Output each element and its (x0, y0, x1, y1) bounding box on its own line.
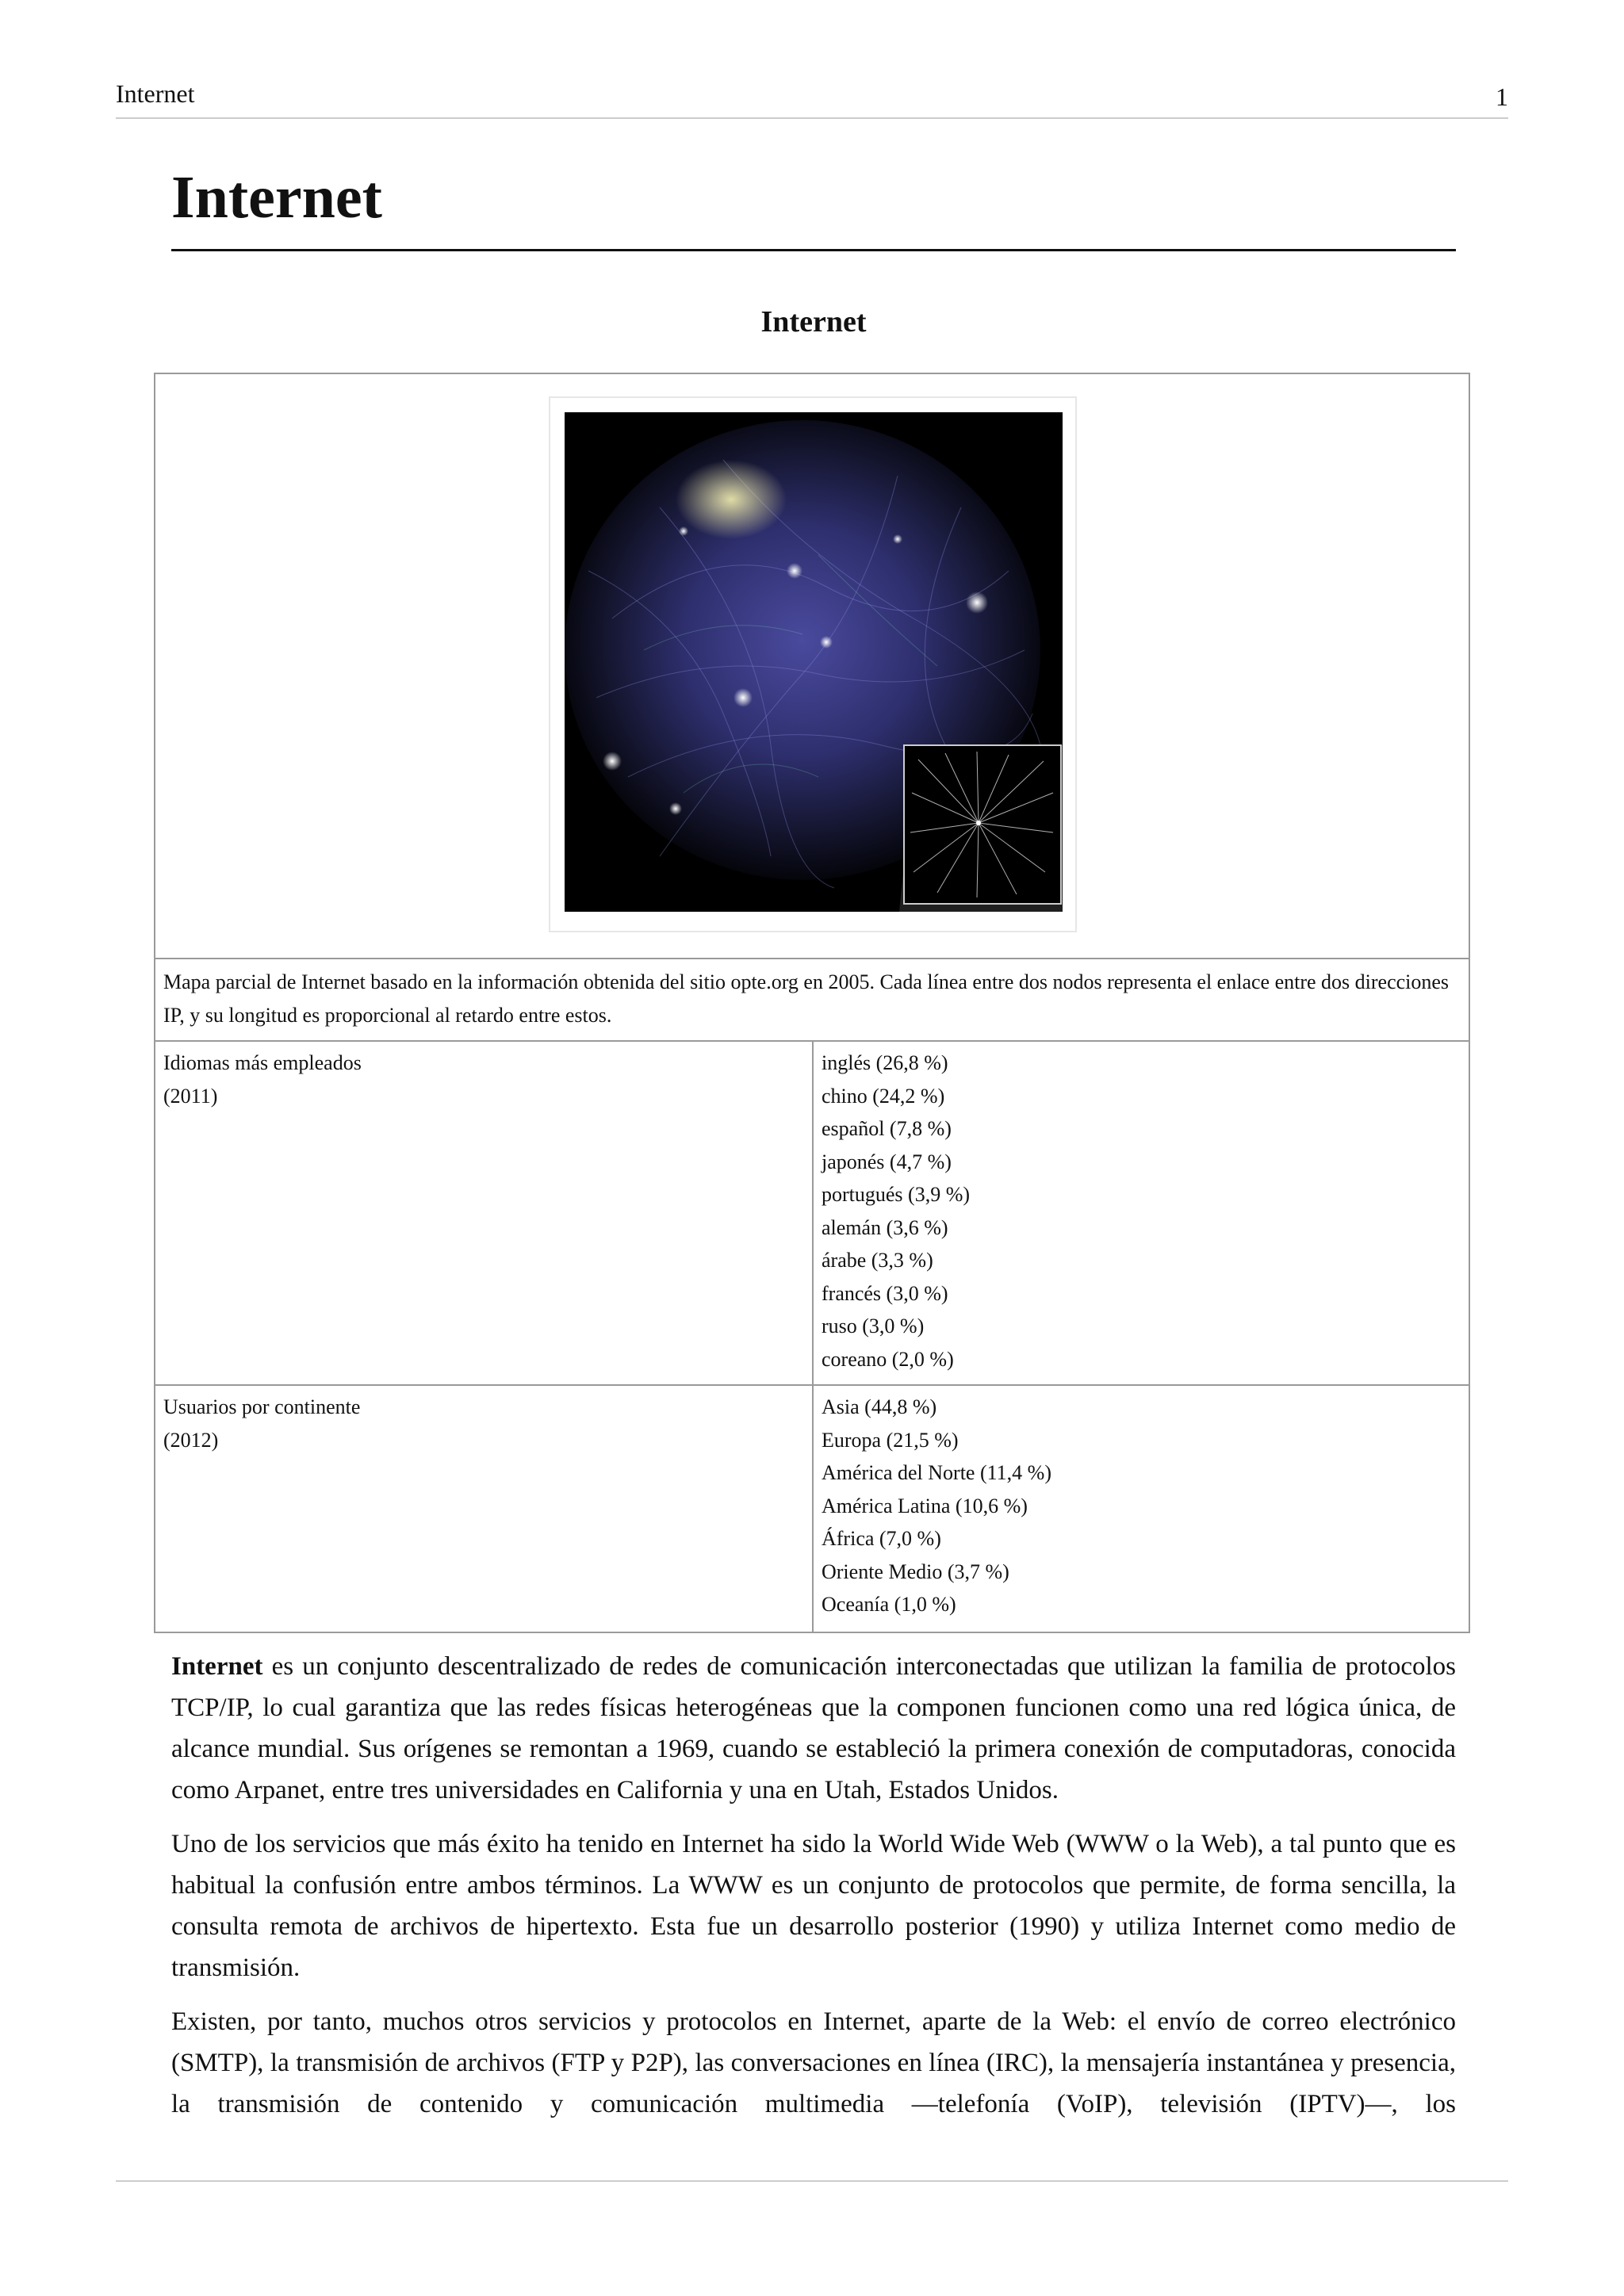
languages-label: Idiomas más empleados (163, 1051, 362, 1074)
continents-label: Usuarios por continente (163, 1395, 361, 1418)
continents-year: (2012) (163, 1429, 219, 1452)
list-item: inglés (26,8 %) (822, 1051, 948, 1074)
list-item: chino (24,2 %) (822, 1084, 945, 1108)
infobox-caption: Mapa parcial de Internet basado en la información obtenida del sitio opte.org en 2005. Cada línea entre dos nodos representa el enlace entre dos direcciones IP, y su longitud es proporcional al retardo entre estos. (155, 959, 1469, 1042)
list-item: Asia (44,8 %) (822, 1395, 937, 1418)
article-title: Internet (171, 164, 382, 231)
list-item: francés (3,0 %) (822, 1281, 948, 1305)
continents-row (155, 1384, 1469, 1632)
term-internet: Internet (171, 1652, 263, 1681)
list-item: español (7,8 %) (822, 1117, 952, 1140)
article-body (171, 1646, 1456, 2137)
paragraph-web: Uno de los servicios que más éxito ha tenido en Internet ha sido la World Wide Web (WWW o la Web), a tal punto que es habitual la confusión entre ambos términos. La WWW es un conjunto de protocolos que permite, de forma sencilla, la consulta remota de archivos de hipertexto. Esta fue un desarrollo posterior (1990) y utiliza Internet como medio de transmisión. (171, 1830, 1456, 1982)
footer-divider (116, 2180, 1508, 2182)
paragraph-intro (171, 1646, 1456, 1811)
infobox-table (154, 373, 1470, 1633)
continents-label-cell (155, 1386, 814, 1632)
list-item: árabe (3,3 %) (822, 1249, 933, 1272)
paragraph-intro-text: es un conjunto descentralizado de redes de comunicación interconectadas que utilizan la familia de protocolos TCP/IP, lo cual garantiza que las redes físicas heterogéneas que la componen funcionen como una red lógica única, de alcance mundial. Sus orígenes se remontan a 1969, cuando se estableció la primera conexión de computadoras, conocida como Arpanet, entre tres universidades en California y una en Utah, Estados Unidos. (171, 1652, 1456, 1804)
continents-list (814, 1386, 1469, 1632)
infobox-image-cell (155, 374, 1469, 959)
image-frame[interactable] (549, 396, 1077, 932)
list-item: portugués (3,9 %) (822, 1183, 971, 1206)
list-item: alemán (3,6 %) (822, 1215, 948, 1239)
list-item: Oceanía (1,0 %) (822, 1593, 956, 1616)
languages-year: (2011) (163, 1085, 218, 1108)
list-item: África (7,0 %) (822, 1527, 941, 1550)
running-title: Internet (116, 79, 195, 108)
paragraph-services: Existen, por tanto, muchos otros servicios y protocolos en Internet, aparte de la Web: el envío de correo electrónico (SMTP), la transmisión de archivos (FTP y P2P), las conversaciones en línea (IRC), la mensajería instantánea y presencia, la transmisión de contenido y comunicación multimedia —telefonía (VoIP), televisión (IPTV)—, los (171, 2007, 1456, 2118)
title-divider (171, 249, 1456, 251)
list-item: Oriente Medio (3,7 %) (822, 1559, 1009, 1583)
list-item: América Latina (10,6 %) (822, 1494, 1028, 1517)
languages-list (814, 1042, 1469, 1384)
running-header (116, 79, 1508, 119)
languages-row (155, 1042, 1469, 1384)
list-item: japonés (4,7 %) (822, 1150, 952, 1173)
page-number: 1 (1496, 82, 1508, 111)
list-item: coreano (2,0 %) (822, 1347, 954, 1371)
internet-map-image (565, 412, 1063, 912)
list-item: América del Norte (11,4 %) (822, 1461, 1051, 1484)
languages-label-cell (155, 1042, 814, 1384)
infobox-title: Internet (760, 305, 867, 339)
list-item: Europa (21,5 %) (822, 1428, 959, 1452)
list-item: ruso (3,0 %) (822, 1314, 925, 1337)
